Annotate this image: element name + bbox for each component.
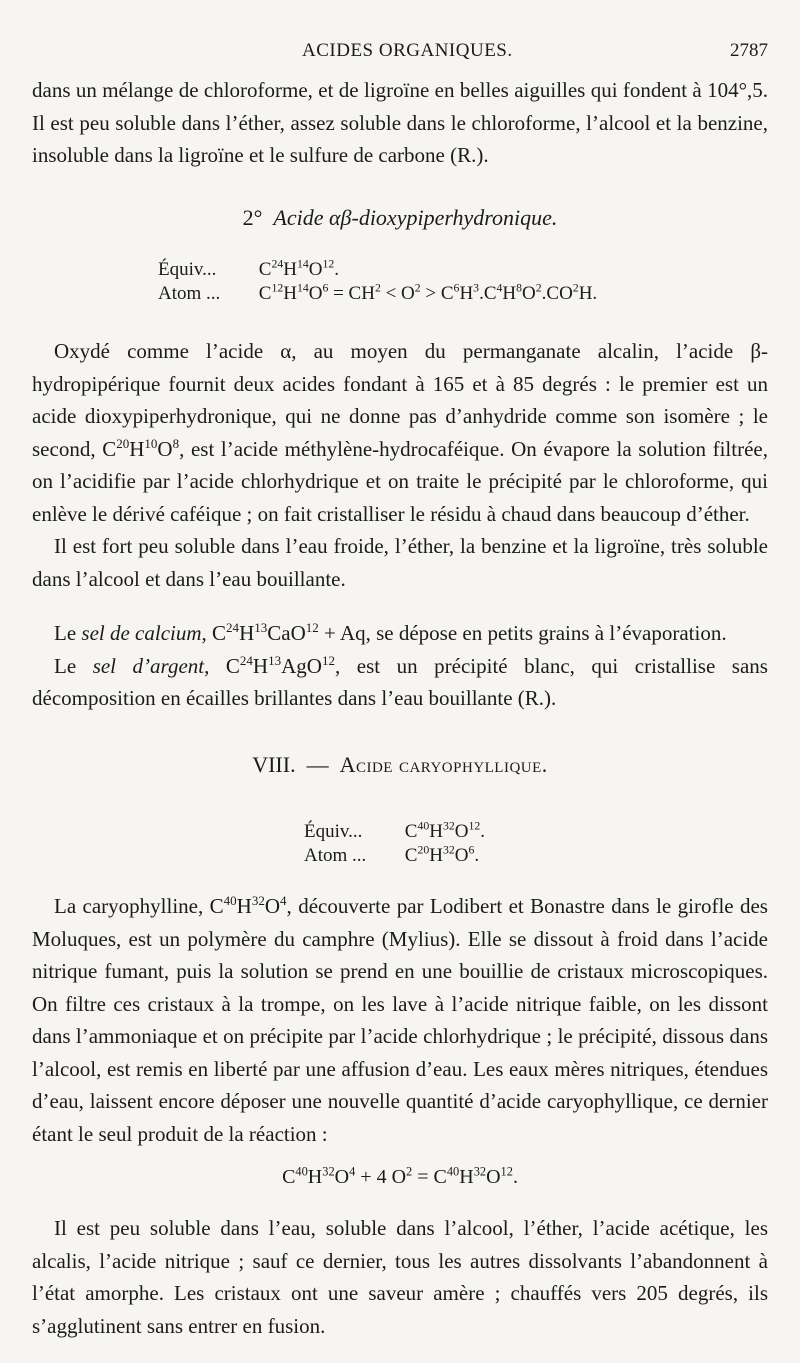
paragraph-2: Oxydé comme l’acide α, au moyen du permanganate alcalin, l’acide β-hydropipérique fournit deux acides fondant à 165 et à 85 degrés : le premier est un acide dioxypiperhydronique, qui ne donne pas d’anhydride comme son isomère ; le second, $C^{20}H^{10}O^8$, est l’acide méthylène-hydrocaféique. On évapore la solution filtrée, on l’acidifie par l’acide chlorhydrique et on traite le précipité par le chloroforme, qui enlève le dérivé caféique ; on fait cristalliser le résidu à chaud dans beaucoup d’éther. — [32, 339, 768, 526]
equiv-formula: $C^{40}H^{32}O^{12}$. — [404, 819, 485, 842]
atom-formula: $C^{12}H^{14}O^6 = CH^2 < O^2 > C^6H^3.C^4H^8O^2.CO^2H$. — [258, 281, 598, 304]
atom-row — [304, 844, 485, 868]
heading-title: Acide αβ-dioxypiperhydronique. — [273, 205, 558, 230]
atom-label: Atom ... — [304, 845, 367, 866]
paragraph-5: Le sel d’argent, $C^{24}H^{13}AgO^{12}$, est un précipité blanc, qui cristallise sans décomposition en écailles brillantes dans l’eau bouillante (R.). — [32, 652, 768, 710]
equiv-formula: $C^{24}H^{14}O^{12}$. — [258, 257, 339, 280]
atom-label: Atom ... — [158, 283, 221, 304]
equiv-row — [158, 258, 597, 282]
paragraph-3: Il est fort peu soluble dans l’eau froide, l’éther, la benzine et la ligroïne, très soluble dans l’alcool et dans l’eau bouillante. — [32, 534, 768, 591]
heading-number: VIII. — [252, 752, 296, 777]
page-header — [32, 40, 768, 70]
heading-number: 2° — [242, 205, 263, 230]
equiv-row — [304, 820, 485, 844]
running-title: ACIDES ORGANIQUES. — [302, 40, 513, 61]
formula-block-1 — [158, 258, 597, 306]
formula-block-2 — [304, 820, 485, 868]
heading-dash: — — [306, 752, 329, 777]
atom-formula: $C^{20}H^{32}O^6$. — [404, 843, 480, 866]
paragraph-6: La caryophylline, $C^{40}H^{32}O^4$, découverte par Lodibert et Bonastre dans le girofle des Moluques, est un polymère du camphre (Mylius). Elle se dissout à froid dans l’acide nitrique fumant, puis la solution se prend en une bouillie de cristaux microscopiques. On filtre ces cristaux à la trompe, on les lave à l’acide nitrique faible, on les dissont dans l’ammoniaque et on précipite par l’acide chlorhydrique ; le précipité, dissous dans l’alcool, est remis en liberté par une affusion d’eau. Les eaux mères nitriques, étendues d’eau, laissent encore déposer une nouvelle quantité d’acide caryophyllique, ce dernier étant le seul produit de la réaction : — [32, 893, 768, 1146]
paragraph-7: Il est peu soluble dans l’eau, soluble dans l’alcool, l’éther, l’acide acétique, les alcalis, l’acide nitrique ; sauf ce dernier, tous les autres dissolvants l’abandonnent à l’état amorphe. Les cristaux ont une saveur amère ; chauffés vers 205 degrés, ils s’agglutinent sans entrer en fusion. — [32, 1216, 768, 1338]
section-heading-dioxypiperhydronique — [32, 205, 768, 231]
heading-title: Acide caryophyllique. — [339, 752, 548, 777]
paragraph-4: Le sel de calcium, $C^{24}H^{13}CaO^{12} + Aq$, se dépose en petits grains à l’évaporation. — [54, 620, 727, 645]
paragraph-1: dans un mélange de chloroforme, et de ligroïne en belles aiguilles qui fondent à 104°,5. Il est peu soluble dans l’éther, assez soluble dans le chloroforme, l’alcool et la benzine, insoluble dans la ligroïne et le sulfure de carbone (R.). — [32, 78, 768, 167]
section-heading-caryophyllique — [32, 752, 768, 778]
page-number: 2787 — [730, 40, 768, 61]
reaction-equation: $C^{40}H^{32}O^4 + 4$ $O^2 = C^{40}H^{32}O^{12}$. — [282, 1164, 518, 1188]
document-page — [32, 0, 768, 1363]
paragraphs-2-5 — [32, 335, 768, 715]
equiv-label: Équiv... — [158, 259, 217, 280]
atom-row — [158, 282, 597, 306]
equiv-label: Équiv... — [304, 821, 363, 842]
